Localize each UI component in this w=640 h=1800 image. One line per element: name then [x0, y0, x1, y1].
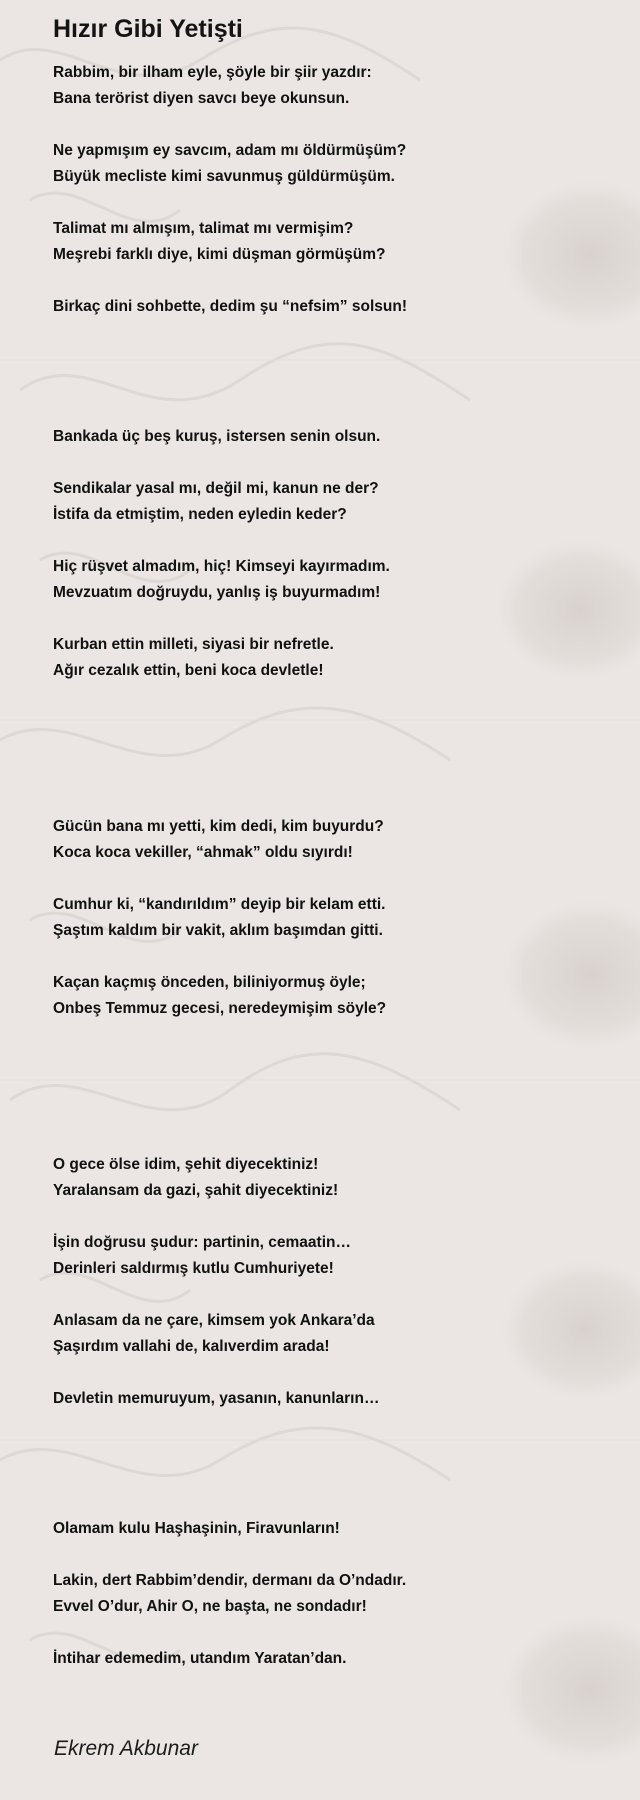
- poem-line: Talimat mı almışım, talimat mı vermişim?: [53, 220, 354, 237]
- stanza-gap: [53, 1074, 640, 1100]
- stanza-gap: [53, 684, 640, 710]
- stanza-gap: [53, 866, 640, 892]
- poem-line: Derinleri saldırmış kutlu Cumhuriyete!: [53, 1260, 334, 1277]
- poem-line: İstifa da etmiştim, neden eyledin keder?: [53, 506, 347, 523]
- poem-line: Olamam kulu Haşhaşinin, Firavunların!: [53, 1520, 340, 1537]
- poem-line: Lakin, dert Rabbim’dendir, dermanı da O’ndadır.: [53, 1572, 407, 1589]
- poem-line: Kurban ettin milleti, siyasi bir nefretle.: [53, 636, 334, 653]
- poem-line: Bankada üç beş kuruş, istersen senin olsun.: [53, 428, 381, 445]
- poem-line: O gece ölse idim, şehit diyecektiniz!: [53, 1156, 319, 1173]
- stanza-gap: [53, 944, 640, 970]
- poem-line: Gücün bana mı yetti, kim dedi, kim buyurdu?: [53, 818, 384, 835]
- stanza-gap: [53, 762, 640, 788]
- poem-title: Hızır Gibi Yetişti: [53, 15, 243, 43]
- author-name: Ekrem Akbunar: [54, 1737, 198, 1760]
- stanza-gap: [53, 1542, 640, 1568]
- stanza-gap: [53, 112, 640, 138]
- stanza-gap: [53, 1464, 640, 1490]
- stanza-gap: [53, 450, 640, 476]
- poem-line: Mevzuatım doğruydu, yanlış iş buyurmadım!: [53, 584, 381, 601]
- stanza-gap: [53, 398, 640, 424]
- poem-line: Anlasam da ne çare, kimsem yok Ankara’da: [53, 1312, 375, 1329]
- poem-line: Onbeş Temmuz gecesi, neredeymişim söyle?: [53, 1000, 387, 1017]
- stanza-gap: [53, 528, 640, 554]
- poem-line: Cumhur ki, “kandırıldım” deyip bir kelam etti.: [53, 896, 386, 913]
- stanza-gap: [53, 1282, 640, 1308]
- stanza-gap: [53, 1360, 640, 1386]
- poem-line: Kaçan kaçmış önceden, biliniyormuş öyle;: [53, 974, 366, 991]
- poem-line: Koca koca vekiller, “ahmak” oldu sıyırdı!: [53, 844, 353, 861]
- stanza-gap: [53, 710, 640, 736]
- stanza-gap: [53, 268, 640, 294]
- stanza-gap: [53, 1126, 640, 1152]
- poem-line: Şaştım kaldım bir vakit, aklım başımdan gitti.: [53, 922, 383, 939]
- stanza-gap: [53, 190, 640, 216]
- stanza-gap: [53, 606, 640, 632]
- poem-line: Sendikalar yasal mı, değil mi, kanun ne der?: [53, 480, 379, 497]
- stanza-gap: [53, 1022, 640, 1048]
- poem-body: [53, 60, 640, 1672]
- poem-line: İntihar edemedim, utandım Yaratan’dan.: [53, 1650, 347, 1667]
- stanza-gap: [53, 346, 640, 372]
- stanza-gap: [53, 1412, 640, 1438]
- stanza-gap: [53, 736, 640, 762]
- stanza-gap: [53, 372, 640, 398]
- poem-line: Hiç rüşvet almadım, hiç! Kimseyi kayırmadım.: [53, 558, 390, 575]
- poem-line: Evvel O’dur, Ahir O, ne başta, ne sondadır!: [53, 1598, 367, 1615]
- poem-line: Şaşırdım vallahi de, kalıverdim arada!: [53, 1338, 330, 1355]
- poem-line: Ağır cezalık ettin, beni koca devletle!: [53, 662, 324, 679]
- stanza-gap: [53, 320, 640, 346]
- stanza-gap: [53, 1620, 640, 1646]
- poem-line: Yaralansam da gazi, şahit diyecektiniz!: [53, 1182, 339, 1199]
- poem-line: Bana terörist diyen savcı beye okunsun.: [53, 90, 350, 107]
- stanza-gap: [53, 1100, 640, 1126]
- poem-line: Devletin memuruyum, yasanın, kanunların…: [53, 1390, 380, 1407]
- poem-line: Büyük mecliste kimi savunmuş güldürmüşüm.: [53, 168, 395, 185]
- stanza-gap: [53, 1438, 640, 1464]
- stanza-gap: [53, 788, 640, 814]
- stanza-gap: [53, 1204, 640, 1230]
- poem-line: İşin doğrusu şudur: partinin, cemaatin…: [53, 1234, 351, 1251]
- stanza-gap: [53, 1490, 640, 1516]
- poem-line: Ne yapmışım ey savcım, adam mı öldürmüşüm?: [53, 142, 407, 159]
- poem-line: Birkaç dini sohbette, dedim şu “nefsim” solsun!: [53, 298, 407, 315]
- stanza-gap: [53, 1048, 640, 1074]
- poem-line: Rabbim, bir ilham eyle, şöyle bir şiir yazdır:: [53, 64, 372, 81]
- poem-line: Meşrebi farklı diye, kimi düşman görmüşüm?: [53, 246, 386, 263]
